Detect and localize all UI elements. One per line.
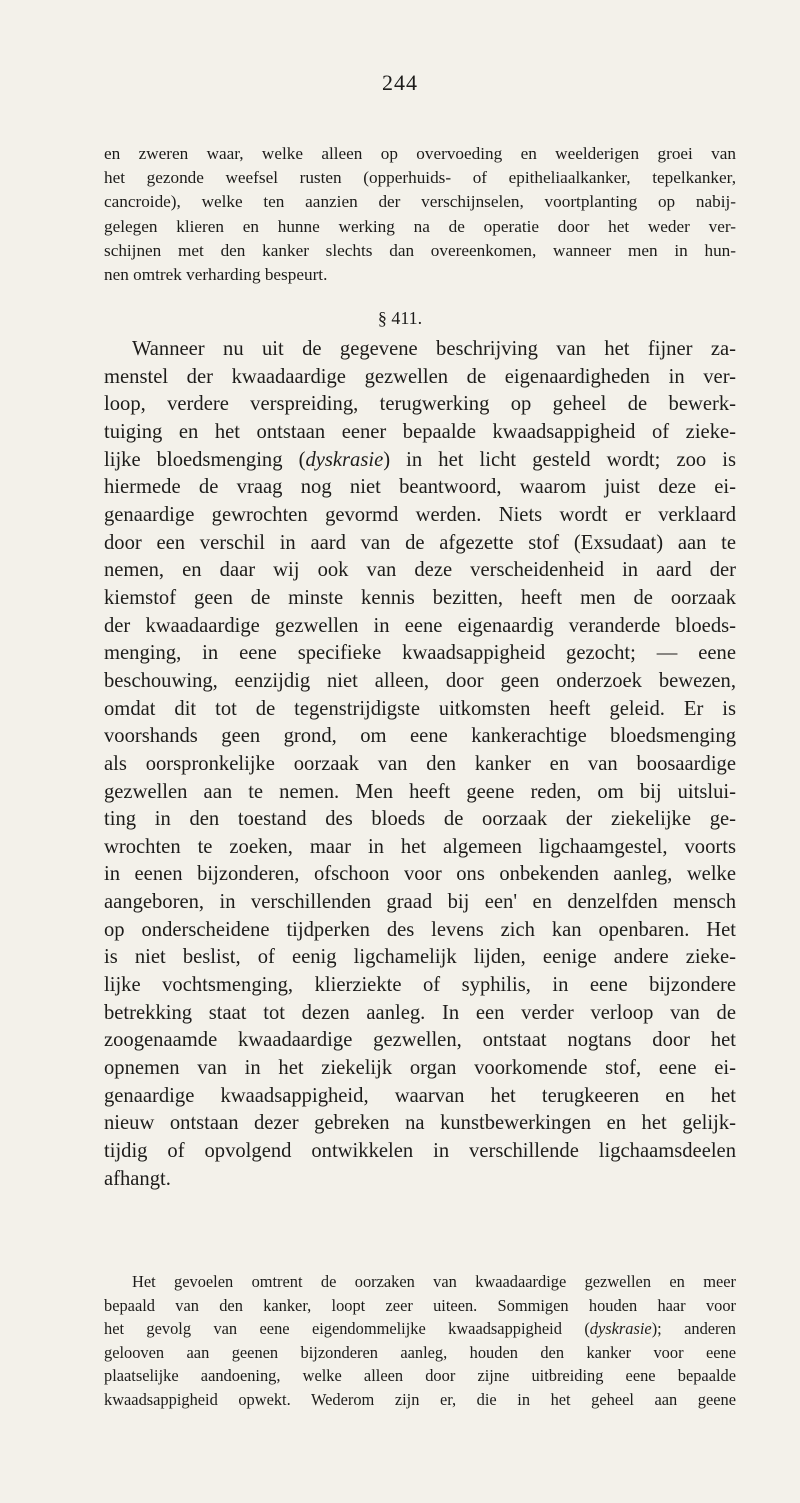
text-line: lijke bloedsmenging (dyskrasie) in het licht gesteld wordt; zoo is xyxy=(104,448,736,471)
text-line: schijnen met den kanker slechts dan overeenkomen, wanneer men in hun- xyxy=(104,240,736,260)
text-line: wrochten te zoeken, maar in het algemeen ligchaamgestel, voorts xyxy=(104,835,736,858)
text-line: gelegen klieren en hunne werking na de operatie door het weder ver- xyxy=(104,216,736,236)
text-line: tuiging en het ontstaan eener bepaalde kwaadsappigheid of zieke- xyxy=(104,420,736,443)
text-line: ting in den toestand des bloeds de oorzaak der ziekelijke ge- xyxy=(104,808,736,831)
text-line: door een verschil in aard van de afgezette stof (Exsudaat) aan te xyxy=(104,531,736,554)
text-line: bepaald van den kanker, loopt zeer uiteen. Sommigen houden haar voor xyxy=(104,1295,736,1315)
text-line: zoogenaamde kwaadaardige gezwellen, ontstaat nogtans door het xyxy=(104,1029,736,1052)
text-line: beschouwing, eenzijdig niet alleen, door geen onderzoek bewezen, xyxy=(104,669,736,692)
text-line: menstel der kwaadaardige gezwellen de eigenaardigheden in ver- xyxy=(104,365,736,388)
text-line: gelooven aan geenen bijzonderen aanleg, houden den kanker voor eene xyxy=(104,1342,736,1362)
section-heading: § 411. xyxy=(377,308,423,328)
paragraph-1 xyxy=(104,142,736,287)
paragraph-3 xyxy=(104,1270,736,1412)
text-line: nen omtrek verharding bespeurt. xyxy=(104,265,328,285)
text-line: als oorspronkelijke oorzaak van den kanker en van boosaardige xyxy=(104,752,736,775)
text-line: plaatselijke aandoening, welke alleen door zijne uitbreiding eene bepaalde xyxy=(104,1366,736,1386)
page-number: 244 xyxy=(382,70,418,95)
text-line: nieuw ontstaan dezer gebreken na kunstbewerkingen en het gelijk- xyxy=(104,1112,736,1135)
text-line: aangeboren, in verschillenden graad bij een' en denzelfden mensch xyxy=(104,891,736,914)
text-line: loop, verdere verspreiding, terugwerking op geheel de bewerk- xyxy=(104,393,736,416)
text-line: kiemstof geen de minste kennis bezitten, heeft men de oorzaak xyxy=(104,586,736,609)
text-line: genaardige gewrochten gevormd werden. Niets wordt er verklaard xyxy=(104,503,736,526)
text-line: lijke vochtsmenging, klierziekte of syphilis, in eene bijzondere xyxy=(104,974,736,997)
text-line: het gevolg van eene eigendommelijke kwaadsappigheid (dyskrasie); anderen xyxy=(104,1319,736,1339)
text-line: nemen, en daar wij ook van deze verscheidenheid in aard der xyxy=(104,559,736,582)
text-line: der kwaadaardige gezwellen in eene eigenaardig veranderde bloeds- xyxy=(104,614,736,637)
text-line: is niet beslist, of eenig ligchamelijk lijden, eenige andere zieke- xyxy=(104,946,736,969)
text-line: betrekking staat tot dezen aanleg. In een verder verloop van de xyxy=(104,1001,736,1024)
text-line: genaardige kwaadsappigheid, waarvan het terugkeeren en het xyxy=(104,1084,736,1107)
text-line: Het gevoelen omtrent de oorzaken van kwaadaardige gezwellen en meer xyxy=(132,1272,736,1291)
text-line: menging, in eene specifieke kwaadsappigheid gezocht; — eene xyxy=(104,642,736,665)
text-line: afhangt. xyxy=(104,1167,171,1190)
text-line: omdat dit tot de tegenstrijdigste uitkomsten heeft geleid. Er is xyxy=(104,697,736,720)
text-line: het gezonde weefsel rusten (opperhuids- of epitheliaalkanker, tepelkanker, xyxy=(104,168,736,188)
text-line: Wanneer nu uit de gegevene beschrijving van het fijner za- xyxy=(132,338,736,360)
text-line: cancroide), welke ten aanzien der verschijnselen, voortplanting op nabij- xyxy=(104,192,736,212)
text-line: in eenen bijzonderen, ofschoon voor ons onbekenden aanleg, welke xyxy=(104,863,736,886)
text-line: gezwellen aan te nemen. Men heeft geene reden, om bij uitslui- xyxy=(104,780,736,803)
text-line: hiermede de vraag nog niet beantwoord, waarom juist deze ei- xyxy=(104,476,736,499)
text-line: opnemen van in het ziekelijk organ voorkomende stof, eene ei- xyxy=(104,1057,736,1080)
text-line: en zweren waar, welke alleen op overvoeding en weelderigen groei van xyxy=(104,144,736,163)
text-line: op onderscheidene tijdperken des levens zich kan openbaren. Het xyxy=(104,918,736,941)
text-line: voorshands geen grond, om eene kankerachtige bloedsmenging xyxy=(104,725,736,748)
paragraph-2 xyxy=(104,336,736,1193)
text-line: tijdig of opvolgend ontwikkelen in verschillende ligchaamsdeelen xyxy=(104,1140,736,1163)
text-line: kwaadsappigheid opwekt. Wederom zijn er, die in het geheel aan geene xyxy=(104,1389,736,1409)
